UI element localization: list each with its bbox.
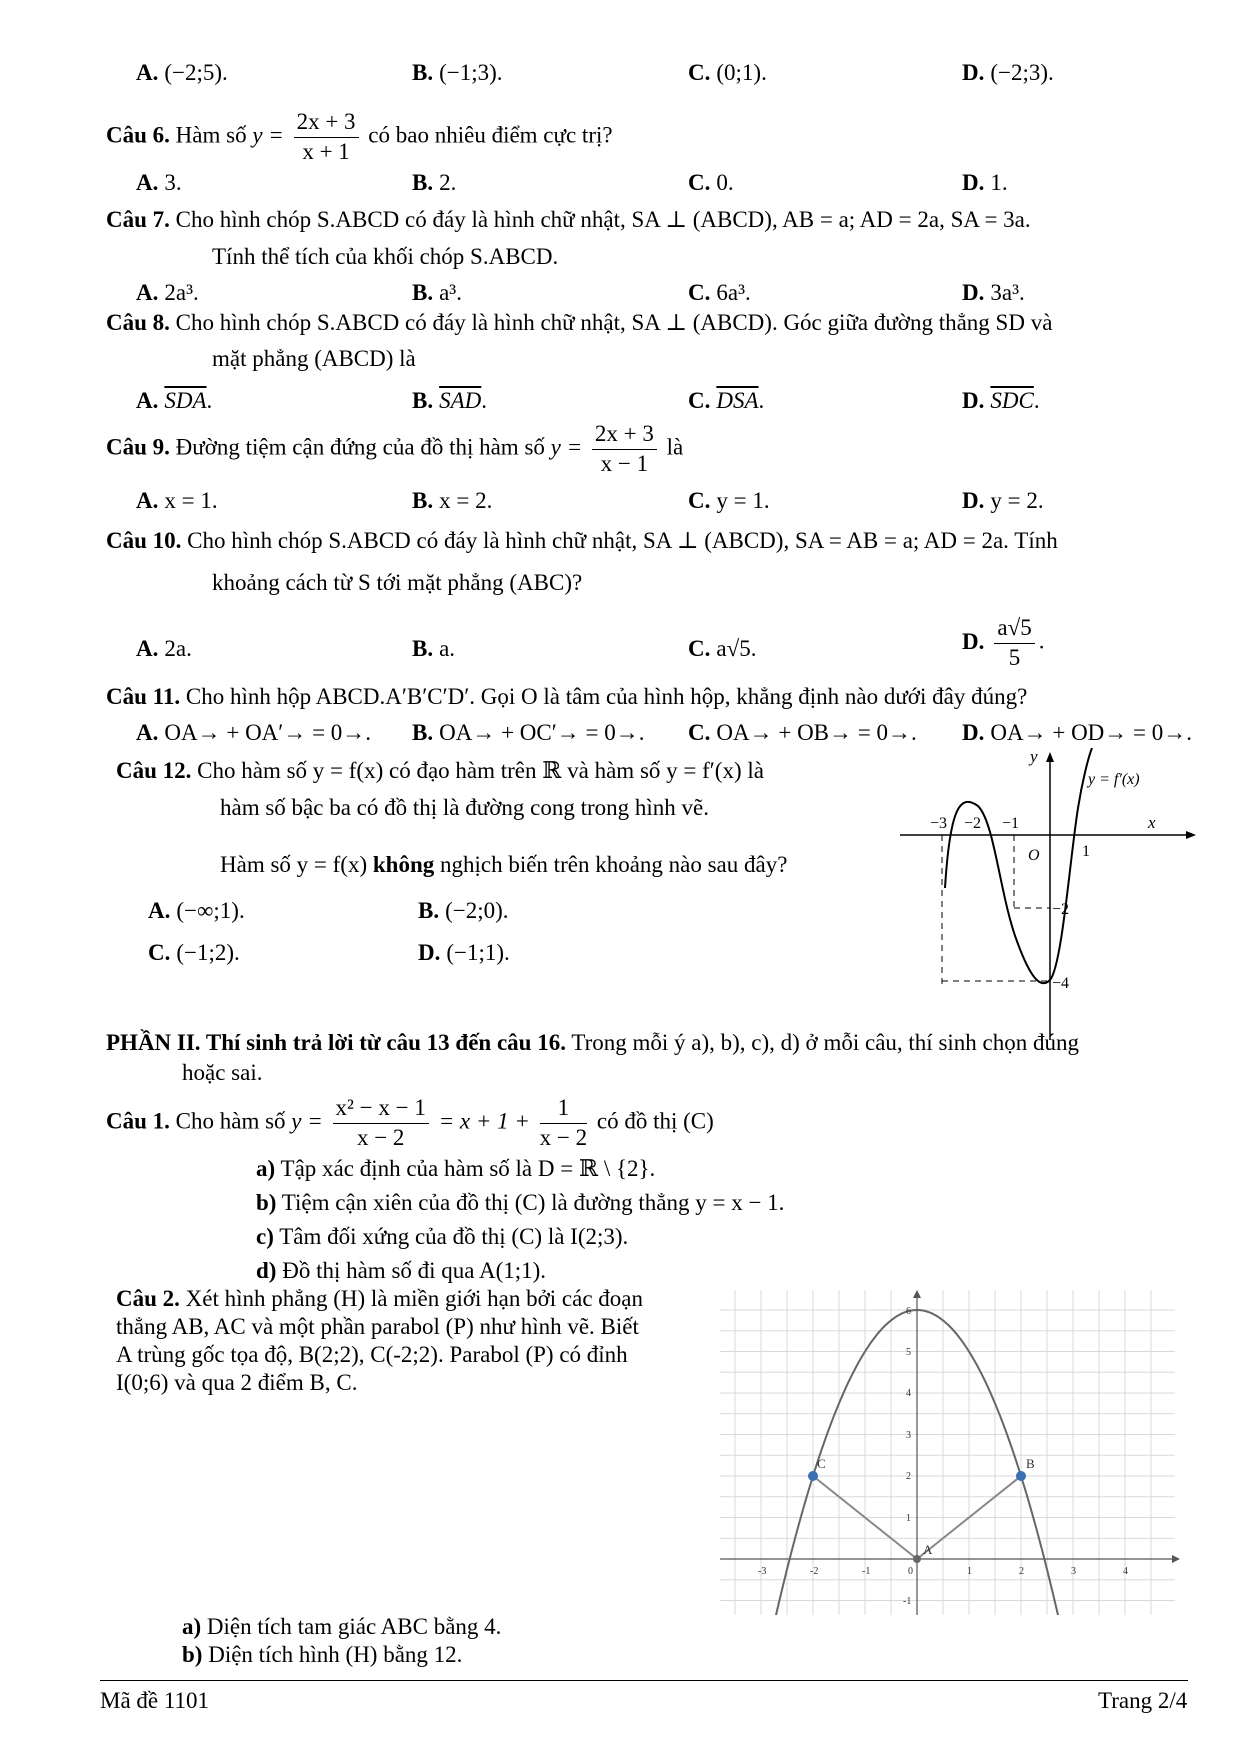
q8-option-a: A. $\overline{SDA}$. bbox=[136, 388, 213, 413]
x-axis-label: x bbox=[1148, 813, 1156, 832]
y-tick-1: 1 bbox=[906, 1513, 911, 1524]
q7-option-d: D. 3a³. bbox=[962, 280, 1025, 305]
p2-stem-line3: A trùng gốc tọa độ, B(2;2), C(-2;2). Parabol (P) có đỉnh bbox=[116, 1342, 628, 1367]
q11-stem: Câu 11. Cho hình hộp ABCD.A′B′C′D′. Gọi O là tâm của hình hộp, khẳng định nào dưới đây đúng? bbox=[106, 684, 1028, 709]
x-tick-2: 2 bbox=[1019, 1566, 1024, 1577]
q5-option-a: A. (−2;5). bbox=[136, 60, 228, 85]
point-a bbox=[913, 1555, 921, 1563]
q11-option-a: A. OA→ + OA′→ = 0→. bbox=[136, 720, 372, 745]
q6-option-d: D. 1. bbox=[962, 170, 1008, 195]
q12-option-d: D. (−1;1). bbox=[418, 940, 510, 965]
p2-stem-line1: Câu 2. Xét hình phẳng (H) là miền giới hạn bởi các đoạn bbox=[116, 1286, 644, 1311]
y-axis-arrow-icon bbox=[1046, 752, 1054, 762]
q12-option-a: A. (−∞;1). bbox=[148, 898, 245, 923]
y-tick-minus1: -1 bbox=[903, 1596, 912, 1607]
q10-stem: Câu 10. Cho hình chóp S.ABCD có đáy là hình chữ nhật, SA ⊥ (ABCD), SA = AB = a; AD = 2a. Tính bbox=[106, 528, 1058, 553]
p2-stem-line2: thẳng AB, AC và một phần parabol (P) như hình vẽ. Biết bbox=[116, 1314, 639, 1339]
q12-derivative-graph bbox=[900, 748, 1200, 1040]
q10-stem-line2: khoảng cách từ S tới mặt phẳng (ABC)? bbox=[212, 570, 583, 595]
origin-label: O bbox=[1028, 847, 1040, 864]
tick-y-minus4: −4 bbox=[1052, 975, 1070, 992]
y-tick-6: 6 bbox=[906, 1306, 911, 1317]
q6-stem: Câu 6. Hàm số y = $\frac{2x + 3}{x + 1}$ có bao nhiêu điểm cực trị? bbox=[106, 109, 613, 164]
y-tick-2: 2 bbox=[906, 1471, 911, 1482]
q8-stem: Câu 8. Cho hình chóp S.ABCD có đáy là hình chữ nhật, SA ⊥ (ABCD). Góc giữa đường thẳng SD và bbox=[106, 310, 1053, 335]
q11-option-d: D. OA→ + OD→ = 0→. bbox=[962, 720, 1193, 745]
x-tick-minus3: -3 bbox=[758, 1566, 767, 1577]
p1-item-d: d) Đồ thị hàm số đi qua A(1;1). bbox=[256, 1258, 547, 1283]
q8-option-c: C. $\overline{DSA}$. bbox=[688, 388, 765, 413]
q9-option-c: C. y = 1. bbox=[688, 488, 770, 513]
tick-x-1: 1 bbox=[1082, 843, 1090, 860]
p1-stem: Câu 1. Cho hàm số y = $\frac{\text{x² − x − 1}}{x - 2}$ = x + 1 + $\frac{1}{x - 2}$ có đồ thị (C) bbox=[106, 1095, 714, 1150]
q12-stem-line3: Hàm số y = f(x) không nghịch biến trên khoảng nào sau đây? bbox=[220, 852, 788, 877]
p1-item-c: c) Tâm đối xứng của đồ thị (C) là I(2;3). bbox=[256, 1224, 629, 1249]
y-tick-3: 3 bbox=[906, 1430, 911, 1441]
q11-option-c: C. OA→ + OB→ = 0→. bbox=[688, 720, 917, 745]
tick-x-minus2: −2 bbox=[964, 815, 982, 832]
q5-option-b: B. (−1;3). bbox=[412, 60, 503, 85]
p2-item-a: a) Diện tích tam giác ABC bằng 4. bbox=[182, 1614, 502, 1639]
label-b: B bbox=[1026, 1456, 1035, 1471]
p2-stem-line4: I(0;6) và qua 2 điểm B, C. bbox=[116, 1370, 358, 1395]
q8-stem-line2: mặt phẳng (ABCD) là bbox=[212, 346, 416, 371]
x-tick-4: 4 bbox=[1123, 1566, 1128, 1577]
y-axis-arrow-icon bbox=[913, 1290, 921, 1298]
q7-option-b: B. a³. bbox=[412, 280, 462, 305]
part2-heading: PHẦN II. Thí sinh trả lời từ câu 13 đến câu 16. Trong mỗi ý a), b), c), d) ở mỗi câu, thí sinh chọn đúng bbox=[106, 1030, 1080, 1055]
label-a: A bbox=[923, 1542, 933, 1557]
q9-option-b: B. x = 2. bbox=[412, 488, 493, 513]
tick-x-minus1: −1 bbox=[1002, 815, 1020, 832]
q8-option-d: D. $\overline{SDC}$. bbox=[962, 388, 1040, 413]
q11-option-b: B. OA→ + OC′→ = 0→. bbox=[412, 720, 645, 745]
label-c: C bbox=[817, 1456, 826, 1471]
footer-exam-code: Mã đề 1101 bbox=[100, 1688, 210, 1713]
x-tick-minus2: -2 bbox=[810, 1566, 819, 1577]
q7-option-c: C. 6a³. bbox=[688, 280, 751, 305]
y-tick-5: 5 bbox=[906, 1347, 911, 1358]
p2-parabola-graph bbox=[720, 1290, 1180, 1615]
q12-stem: Câu 12. Cho hàm số y = f(x) có đạo hàm trên ℝ và hàm số y = f′(x) là bbox=[116, 758, 764, 783]
q7-option-a: A. 2a³. bbox=[136, 280, 199, 305]
x-tick-0: 0 bbox=[908, 1566, 913, 1577]
x-tick-3: 3 bbox=[1071, 1566, 1076, 1577]
p2-item-b: b) Diện tích hình (H) bằng 12. bbox=[182, 1642, 463, 1667]
q12-option-c: C. (−1;2). bbox=[148, 940, 240, 965]
footer-rule bbox=[100, 1680, 1188, 1681]
y-tick-4: 4 bbox=[906, 1388, 911, 1399]
q12-option-b: B. (−2;0). bbox=[418, 898, 509, 923]
tick-x-minus3: −3 bbox=[930, 815, 948, 832]
q7-stem: Câu 7. Cho hình chóp S.ABCD có đáy là hình chữ nhật, SA ⊥ (ABCD), AB = a; AD = 2a, SA = 3a. bbox=[106, 207, 1031, 232]
x-tick-1: 1 bbox=[967, 1566, 972, 1577]
q6-option-c: C. 0. bbox=[688, 170, 734, 195]
derivative-curve bbox=[945, 748, 1092, 983]
q10-option-d: D. $\frac{a√5}{5}$ . bbox=[962, 615, 1045, 670]
y-axis-label: y bbox=[1030, 748, 1038, 766]
point-c bbox=[808, 1471, 818, 1481]
part2-heading-line2: hoặc sai. bbox=[182, 1060, 263, 1085]
x-tick-minus1: -1 bbox=[862, 1566, 871, 1577]
footer-page-number: Trang 2/4 bbox=[1098, 1688, 1188, 1713]
x-axis-arrow-icon bbox=[1186, 831, 1196, 839]
q9-option-d: D. y = 2. bbox=[962, 488, 1044, 513]
q9-option-a: A. x = 1. bbox=[136, 488, 218, 513]
p1-item-a: a) Tập xác định của hàm số là D = ℝ \ {2}. bbox=[256, 1156, 656, 1181]
q5-option-c: C. (0;1). bbox=[688, 60, 767, 85]
q7-stem-line2: Tính thể tích của khối chóp S.ABCD. bbox=[212, 244, 559, 269]
p1-item-b: b) Tiệm cận xiên của đồ thị (C) là đường thẳng y = x − 1. bbox=[256, 1190, 785, 1215]
q5-option-d: D. (−2;3). bbox=[962, 60, 1054, 85]
q8-option-b: B. $\overline{SAD}$. bbox=[412, 388, 488, 413]
q10-option-b: B. a. bbox=[412, 636, 456, 661]
q12-stem-line2: hàm số bậc ba có đồ thị là đường cong trong hình vẽ. bbox=[220, 795, 709, 820]
curve-label: y = f′(x) bbox=[1088, 771, 1140, 788]
point-b bbox=[1016, 1471, 1026, 1481]
q10-option-a: A. 2a. bbox=[136, 636, 192, 661]
q9-stem: Câu 9. Đường tiệm cận đứng của đồ thị hàm số y = $\frac{2x + 3}{x - 1}$ là bbox=[106, 421, 684, 476]
tick-y-minus2: −2 bbox=[1052, 901, 1070, 918]
q10-option-c: C. a√5. bbox=[688, 636, 757, 661]
x-axis-arrow-icon bbox=[1172, 1555, 1180, 1563]
q6-option-b: B. 2. bbox=[412, 170, 457, 195]
q6-option-a: A. 3. bbox=[136, 170, 182, 195]
